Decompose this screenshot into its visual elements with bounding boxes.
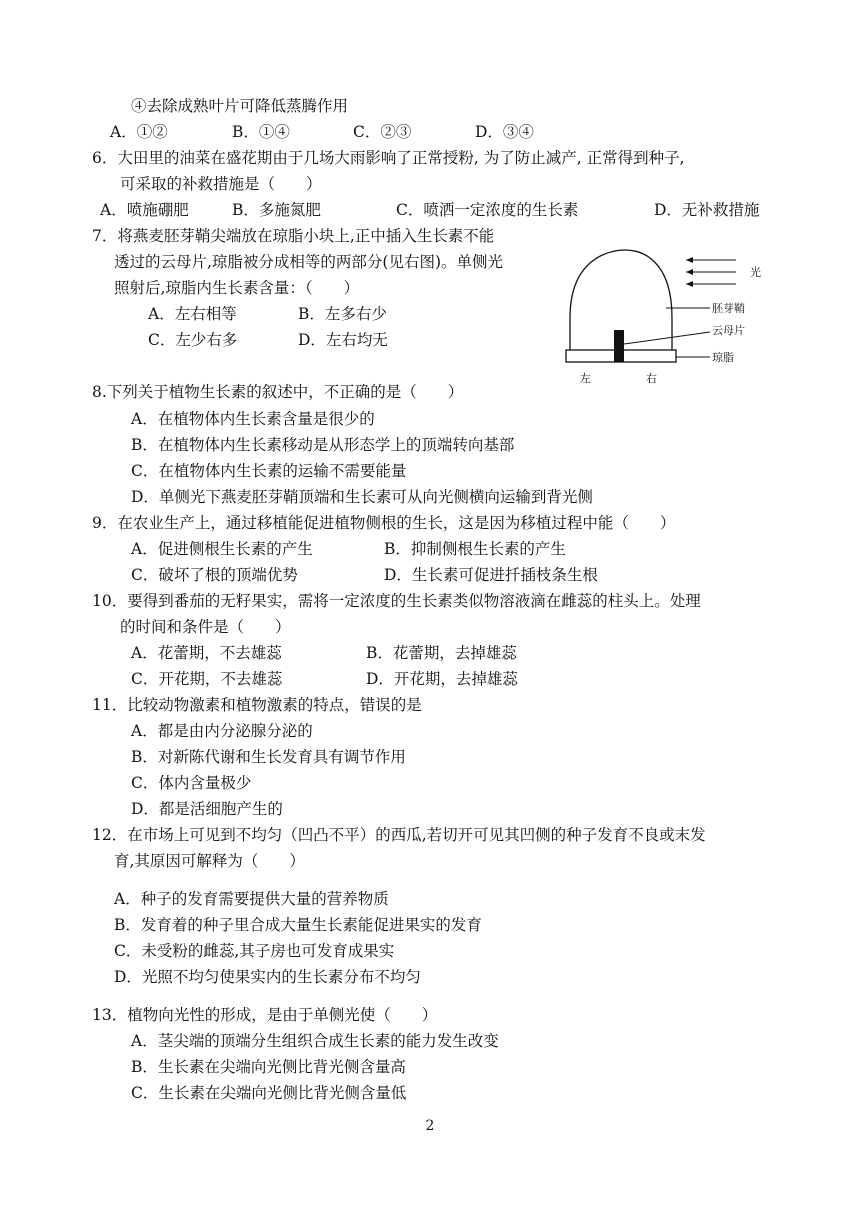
q7-option-d: D．左右均无 [298, 331, 388, 349]
q8-option-d: D．单侧光下燕麦胚芽鞘顶端和生长素可从向光侧横向运输到背光侧 [131, 488, 593, 506]
q12-stem-line-2: 育,其原因可解释为（ ） [114, 852, 305, 870]
q7-option-a: A．左右相等 [148, 305, 237, 323]
q10-stem-line-1: 10．要得到番茄的无籽果实，需将一定浓度的生长素类似物溶液滴在雌蕊的柱头上。处理 [92, 592, 701, 610]
label-right: 右 [646, 372, 657, 385]
q13-option-a: A．茎尖端的顶端分生组织合成生长素的能力发生改变 [131, 1032, 499, 1050]
page-number: 2 [425, 1118, 435, 1134]
q11-option-b: B．对新陈代谢和生长发育具有调节作用 [131, 748, 406, 766]
q6-option-d: D．无补救措施 [654, 201, 760, 219]
q5-option-b: B．①④ [232, 123, 290, 141]
q5-option-a: A．①② [110, 123, 168, 141]
label-agar: 琼脂 [712, 351, 734, 364]
q12-option-b: B．发育着的种子里合成大量生长素能促进果实的发育 [114, 916, 482, 934]
q13-stem: 13．植物向光性的形成，是由于单侧光使（ ） [92, 1006, 438, 1024]
q6-option-c: C．喷洒一定浓度的生长素 [396, 201, 579, 219]
q13-option-b: B．生长素在尖端向光侧比背光侧含量高 [131, 1058, 406, 1076]
q7-option-c: C．左少右多 [148, 331, 238, 349]
mica-sheet [614, 330, 624, 362]
q10-option-b: B．花蕾期，去掉雄蕊 [366, 644, 517, 662]
q7-stem-line-3: 照射后,琼脂内生长素含量：（ ） [114, 279, 360, 297]
q9-option-b: B．抑制侧根生长素的产生 [384, 540, 566, 558]
q13-option-c: C．生长素在尖端向光侧比背光侧含量低 [131, 1084, 407, 1102]
label-mica: 云母片 [712, 324, 745, 337]
q10-option-d: D．开花期，去掉雄蕊 [366, 670, 518, 688]
coleoptile-figure [560, 248, 780, 388]
q6-stem-line-2: 可采取的补救措施是（ ） [120, 175, 322, 193]
q9-option-a: A．促进侧根生长素的产生 [131, 540, 313, 558]
q8-option-c: C．在植物体内生长素的运输不需要能量 [131, 462, 407, 480]
q11-stem: 11．比较动物激素和植物激素的特点，错误的是 [92, 696, 422, 714]
label-left: 左 [580, 372, 591, 385]
q5-statement-4: ④去除成熟叶片可降低蒸腾作用 [131, 97, 349, 115]
q8-stem: 8.下列关于植物生长素的叙述中，不正确的是（ ） [92, 383, 464, 401]
q10-stem-line-2: 的时间和条件是（ ） [120, 618, 291, 636]
q9-option-d: D．生长素可促进扦插枝条生根 [384, 566, 598, 584]
q10-option-a: A．花蕾期，不去雄蕊 [131, 644, 282, 662]
q11-option-d: D．都是活细胞产生的 [131, 800, 283, 818]
label-light: 光 [750, 266, 761, 279]
q7-stem-line-2: 透过的云母片,琼脂被分成相等的两部分(见右图)。单侧光 [114, 253, 504, 271]
q12-option-a: A．种子的发育需要提供大量的营养物质 [114, 890, 389, 908]
q11-option-a: A．都是由内分泌腺分泌的 [131, 722, 313, 740]
q6-stem-line-1: 6．大田里的油菜在盛花期由于几场大雨影响了正常授粉, 为了防止减产, 正常得到种子, [92, 149, 685, 167]
q5-option-d: D．③④ [475, 123, 534, 141]
leader-mica [624, 332, 710, 344]
q6-option-b: B．多施氮肥 [232, 201, 321, 219]
label-coleoptile: 胚芽鞘 [712, 302, 745, 315]
q8-option-a: A．在植物体内生长素含量是很少的 [131, 410, 375, 428]
q9-stem: 9．在农业生产上，通过移植能促进植物侧根的生长，这是因为移植过程中能（ ） [92, 514, 676, 532]
q5-option-c: C．②③ [353, 123, 412, 141]
q11-option-c: C．体内含量极少 [131, 774, 252, 792]
q6-option-a: A．喷施硼肥 [100, 201, 189, 219]
q9-option-c: C．破坏了根的顶端优势 [131, 566, 298, 584]
q12-stem-line-1: 12．在市场上可见到不均匀（凹凸不平）的西瓜,若切开可见其凹侧的种子发育不良或末发 [92, 826, 706, 844]
q7-stem-line-1: 7．将燕麦胚芽鞘尖端放在琼脂小块上,正中插入生长素不能 [92, 227, 495, 245]
q12-option-d: D．光照不均匀使果实内的生长素分布不均匀 [114, 968, 421, 986]
q10-option-c: C．开花期，不去雄蕊 [131, 670, 283, 688]
q12-option-c: C．未受粉的雌蕊,其子房也可发育成果实 [114, 942, 395, 960]
q8-option-b: B．在植物体内生长素移动是从形态学上的顶端转向基部 [131, 436, 515, 454]
q7-option-b: B．左多右少 [298, 305, 387, 323]
